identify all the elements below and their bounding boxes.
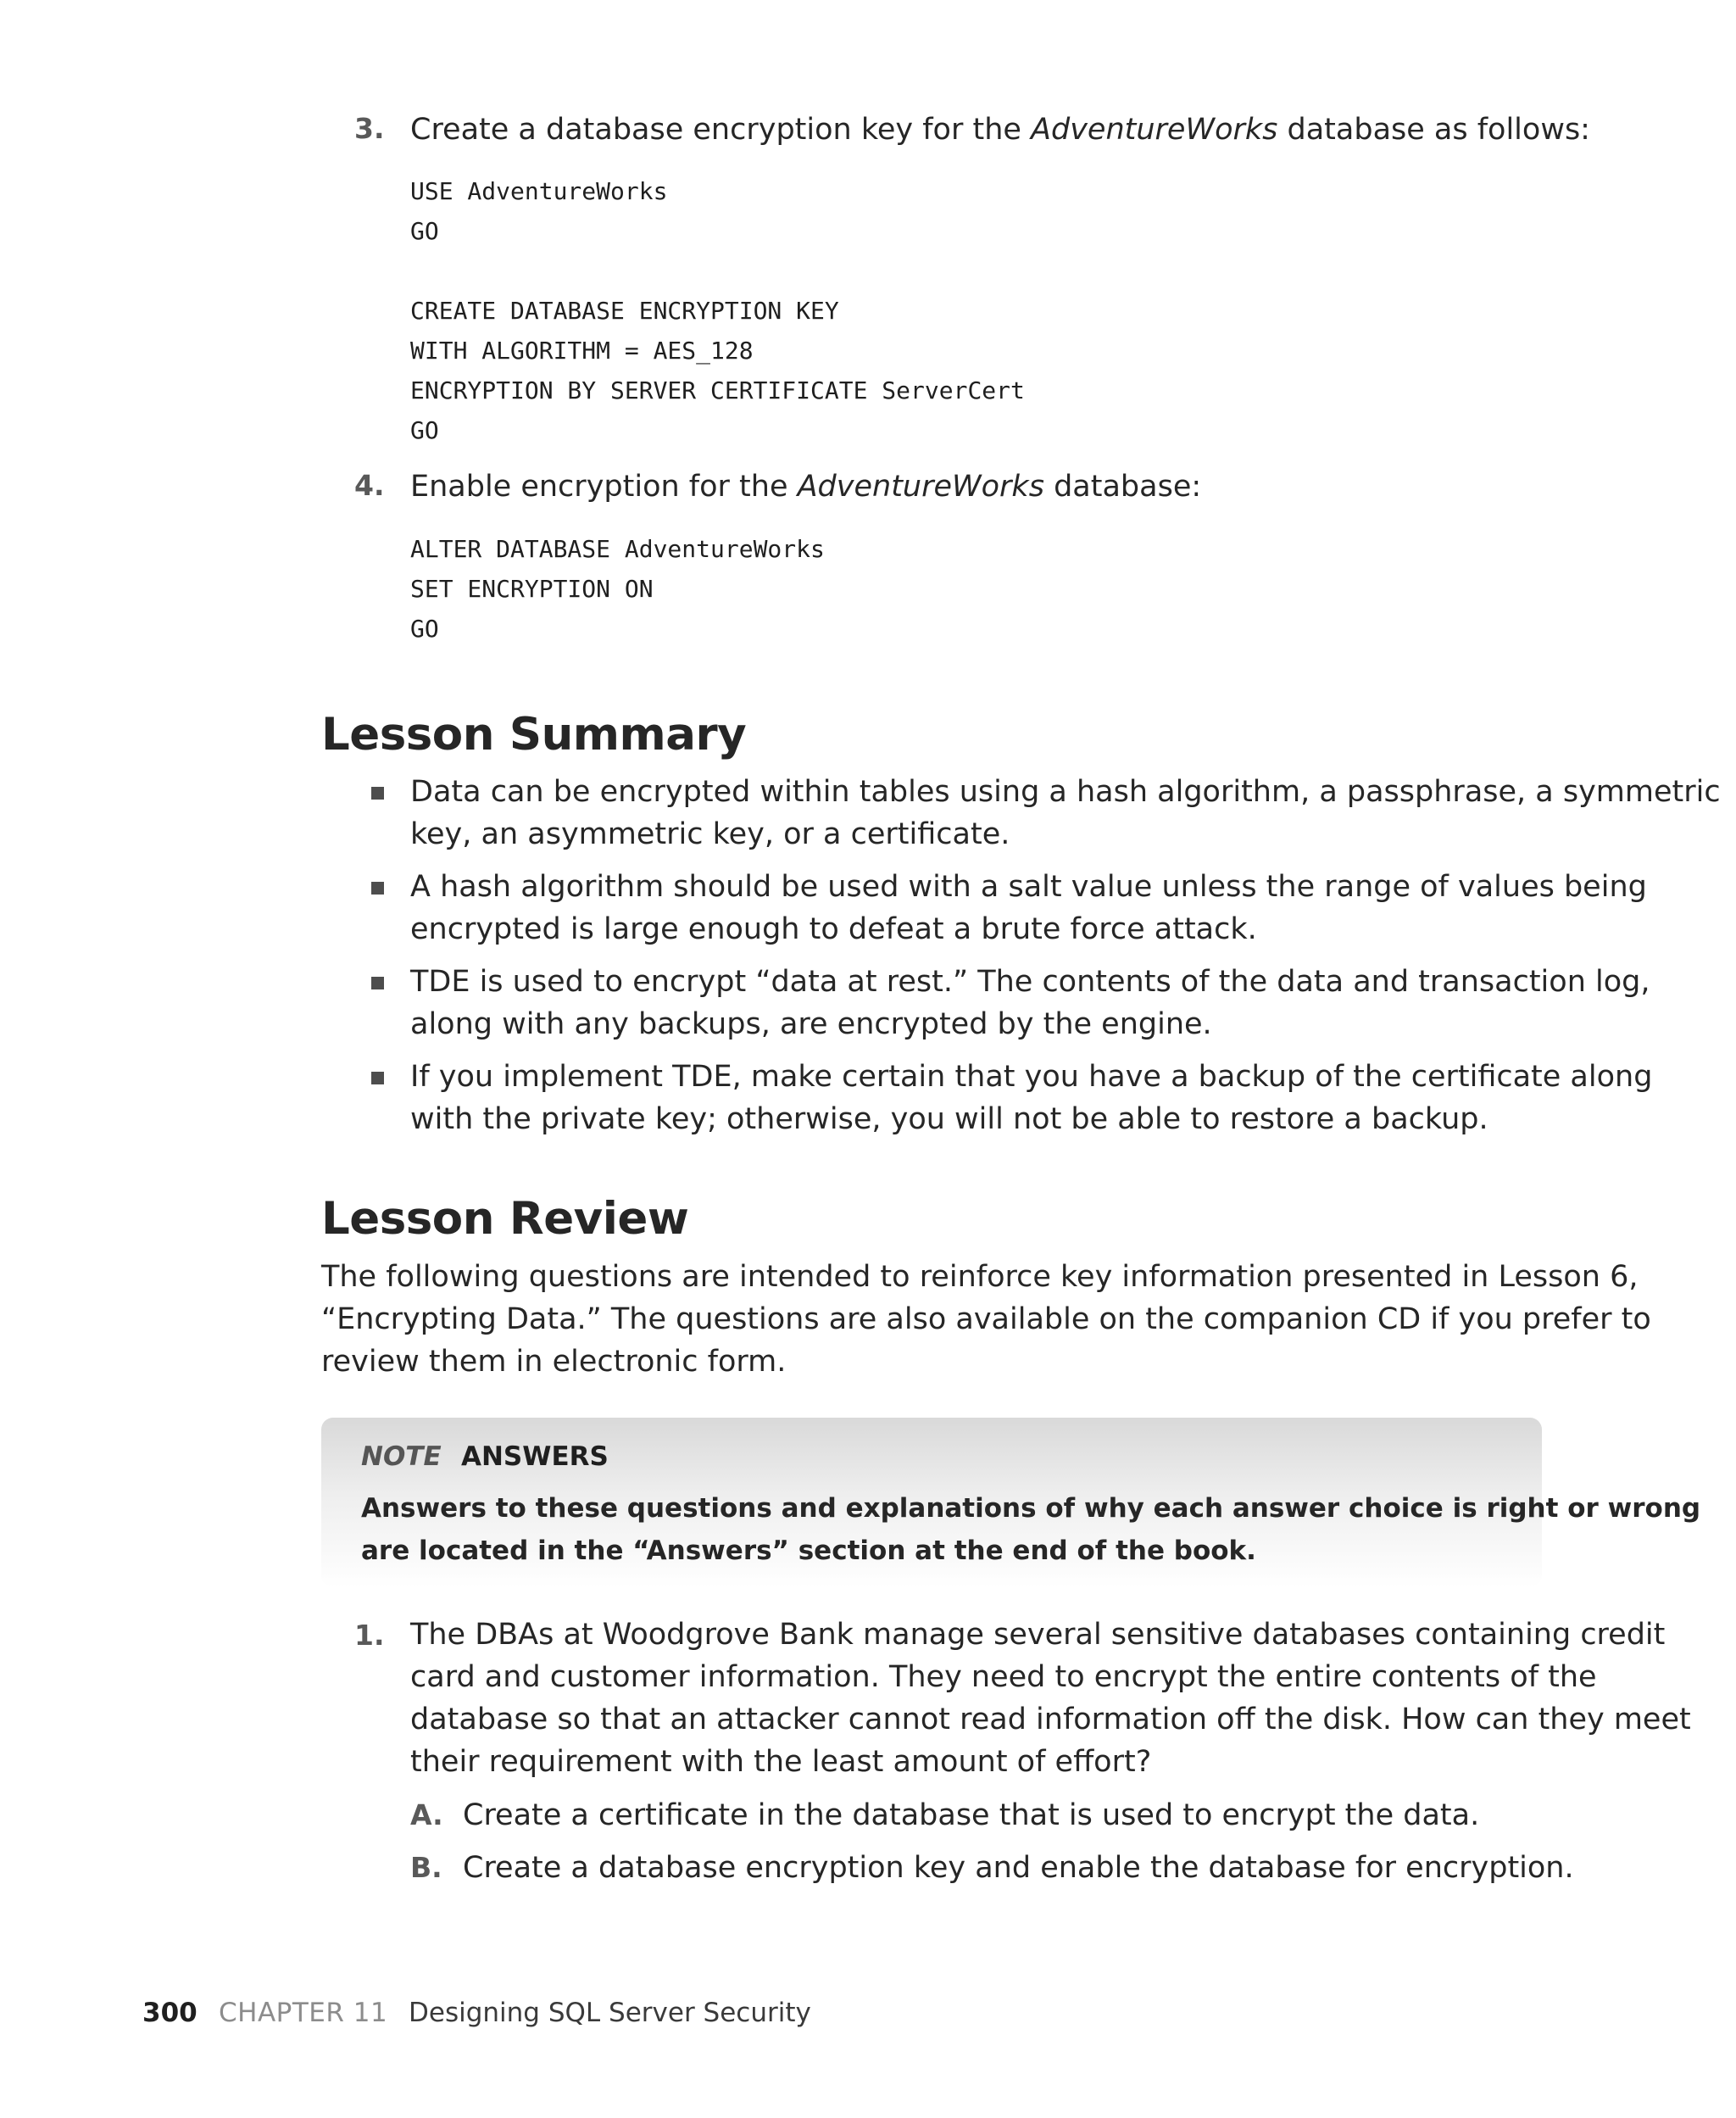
summary-bullet-3: TDE is used to encrypt “data at rest.” The contents of the data and transaction log, along with any backups, are encrypted by the engine. [410, 965, 1650, 1041]
step-number: 4. [354, 469, 385, 502]
code-block: USE AdventureWorks GO CREATE DATABASE ENCRYPTION KEY WITH ALGORITHM = AES_128 ENCRYPTION BY SERVER CERTIFICATE ServerCert GO [410, 177, 1025, 444]
step-number: 3. [354, 112, 385, 145]
bullet-icon [371, 882, 384, 895]
question-text: The DBAs at Woodgrove Bank manage several sensitive databases containing credit card and customer information. They need to encrypt the entire contents of the database so that an attacker cannot read information off the disk. How can they meet their requirement with the least amount of effort? [410, 1618, 1691, 1779]
note-title: ANSWERS [461, 1441, 609, 1472]
lesson-review-heading: Lesson Review [321, 1193, 689, 1245]
option-a-text: Create a certificate in the database that is used to encrypt the data. [463, 1798, 1480, 1832]
bullet-icon [371, 1072, 384, 1084]
code-block: ALTER DATABASE AdventureWorks SET ENCRYPTION ON GO [410, 535, 825, 643]
chapter-title: Designing SQL Server Security [409, 1998, 811, 2028]
note-label: NOTE [361, 1441, 442, 1472]
bullet-icon [371, 787, 384, 800]
note-text: Answers to these questions and explanations of why each answer choice is right or wrong are located in the “Answers” section at the end of the book. [361, 1493, 1701, 1566]
summary-bullet-2: A hash algorithm should be used with a salt value unless the range of values being encrypted is large enough to defeat a brute force attack. [410, 870, 1647, 946]
bullet-icon [371, 977, 384, 989]
chapter-label: CHAPTER 11 [219, 1998, 388, 2028]
option-letter: A. [410, 1798, 443, 1831]
option-letter: B. [410, 1851, 442, 1884]
note-box [321, 1418, 1701, 1587]
review-intro: The following questions are intended to reinforce key information presented in Lesson 6, “Encrypting Data.” The questions are also available on the companion CD if you prefer to review them in electronic form. [321, 1260, 1651, 1379]
option-b-text: Create a database encryption key and enable the database for encryption. [463, 1851, 1574, 1885]
question-number: 1. [354, 1619, 385, 1652]
summary-bullet-1: Data can be encrypted within tables using a hash algorithm, a passphrase, a symmetric key, an asymmetric key, or a certificate. [410, 775, 1721, 851]
step-text: Create a database encryption key for the AdventureWorks database as follows: [410, 113, 1590, 147]
summary-bullet-4: If you implement TDE, make certain that you have a backup of the certificate along with the private key; otherwise, you will not be able to restore a backup. [410, 1060, 1653, 1136]
lesson-summary-heading: Lesson Summary [321, 709, 747, 761]
page-number: 300 [142, 1998, 198, 2028]
step-text: Enable encryption for the AdventureWorks database: [410, 470, 1202, 504]
